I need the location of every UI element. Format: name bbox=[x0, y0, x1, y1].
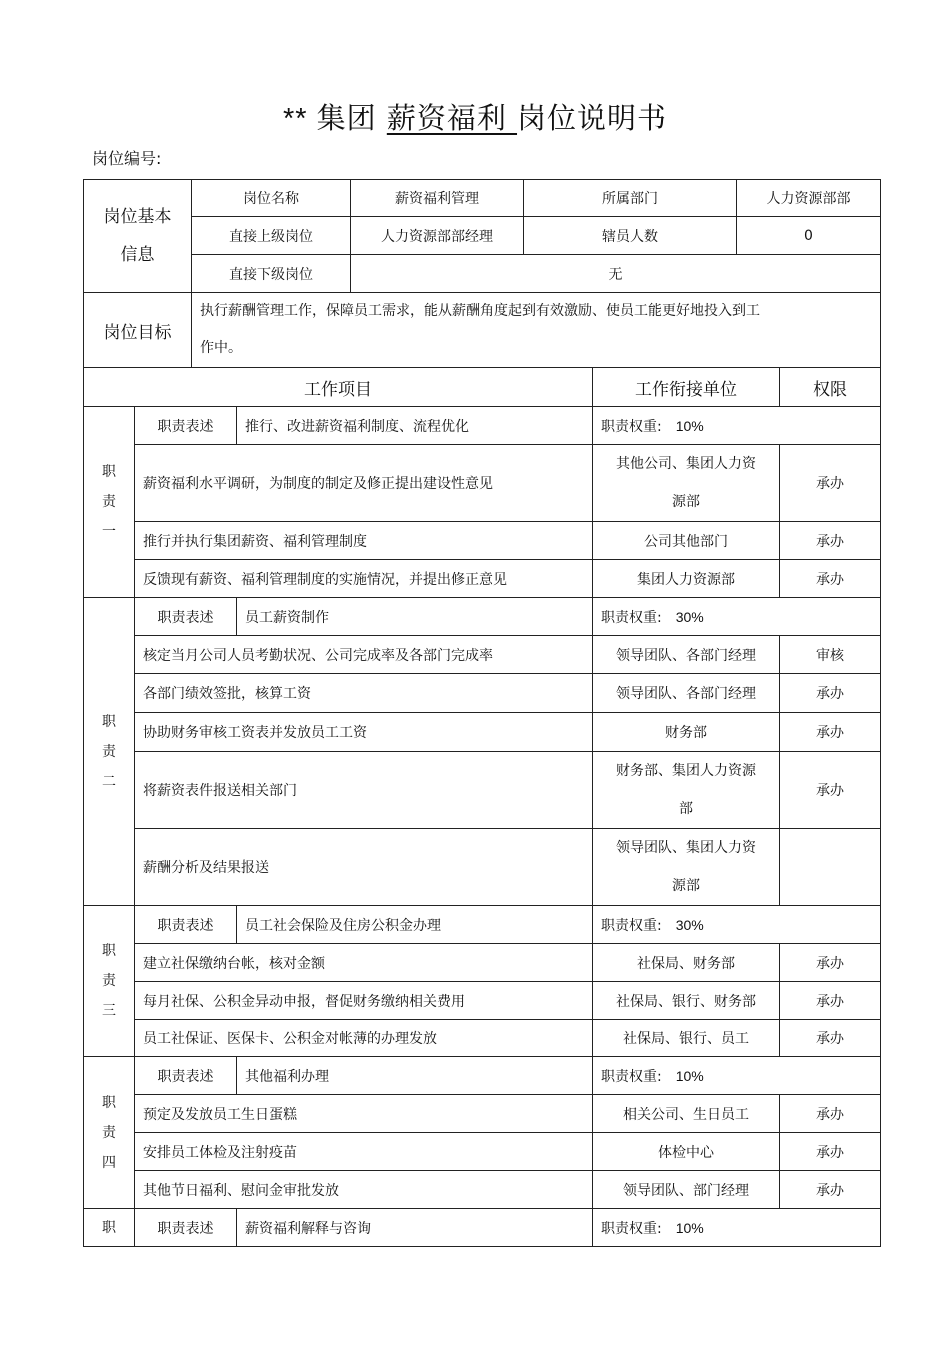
task-unit: 社保局、财务部 bbox=[593, 944, 780, 982]
duty-desc-text: 推行、改进薪资福利制度、流程优化 bbox=[237, 407, 593, 445]
duty-weight bbox=[593, 906, 881, 944]
basic-info-section-label bbox=[84, 180, 192, 293]
duty-label-char: 四 bbox=[102, 1154, 116, 1171]
task-authority: 承办 bbox=[780, 713, 881, 752]
task-row bbox=[84, 1171, 881, 1209]
task-authority: 承办 bbox=[780, 1171, 881, 1209]
task-unit: 财务部 bbox=[593, 713, 780, 752]
task-unit: 领导团队、各部门经理 bbox=[593, 636, 780, 674]
task-row bbox=[84, 944, 881, 982]
duty-label-char: 责 bbox=[102, 1124, 116, 1141]
duty-desc-row bbox=[84, 906, 881, 944]
duty-label-char: 三 bbox=[102, 1003, 116, 1019]
duty-label-char: 责 bbox=[102, 494, 116, 510]
duty-label-char: 职 bbox=[102, 464, 116, 480]
basic-label-line1: 岗位基本 bbox=[103, 207, 172, 227]
task-item: 薪酬分析及结果报送 bbox=[135, 829, 593, 906]
goal-text bbox=[192, 293, 881, 368]
task-unit-line2: 源部 bbox=[672, 878, 700, 894]
task-authority: 承办 bbox=[780, 445, 881, 522]
task-item: 其他节日福利、慰问金审批发放 bbox=[135, 1171, 593, 1209]
duty-weight-value: 10% bbox=[675, 1219, 704, 1236]
task-row bbox=[84, 829, 881, 906]
duty-label-char: 职 bbox=[102, 713, 116, 730]
task-unit bbox=[593, 829, 780, 906]
duty-weight-label: 职责权重: bbox=[601, 418, 662, 435]
task-item: 推行并执行集团薪资、福利管理制度 bbox=[135, 522, 593, 560]
task-row bbox=[84, 674, 881, 713]
task-item: 建立社保缴纳台帐，核对金额 bbox=[135, 944, 593, 982]
duty-desc-label: 职责表述 bbox=[135, 407, 237, 445]
goal-label: 岗位目标 bbox=[84, 293, 192, 368]
duty-weight-label: 职责权重: bbox=[601, 609, 662, 626]
task-unit: 体检中心 bbox=[593, 1133, 780, 1171]
task-authority: 承办 bbox=[780, 752, 881, 829]
task-unit bbox=[593, 752, 780, 829]
task-row bbox=[84, 1133, 881, 1171]
task-row bbox=[84, 982, 881, 1020]
title-position: 薪资福利 bbox=[386, 101, 518, 135]
basic-label-line2: 信息 bbox=[120, 245, 155, 265]
header-authority: 权限 bbox=[780, 368, 881, 407]
task-authority: 承办 bbox=[780, 522, 881, 560]
task-unit-line2: 源部 bbox=[672, 494, 700, 510]
duties-table bbox=[83, 367, 881, 1247]
task-row bbox=[84, 636, 881, 674]
task-authority: 承办 bbox=[780, 944, 881, 982]
duty-desc-text: 员工薪资制作 bbox=[237, 598, 593, 636]
task-item: 预定及发放员工生日蛋糕 bbox=[135, 1095, 593, 1133]
task-unit-line1: 领导团队、集团人力资 bbox=[616, 840, 756, 856]
duty-weight-value: 10% bbox=[675, 1067, 704, 1084]
duty-desc-row bbox=[84, 1057, 881, 1095]
duty-weight bbox=[593, 1209, 881, 1247]
task-authority: 审核 bbox=[780, 636, 881, 674]
task-authority: 承办 bbox=[780, 1095, 881, 1133]
task-row bbox=[84, 445, 881, 522]
task-authority: 承办 bbox=[780, 982, 881, 1020]
task-item: 各部门绩效签批，核算工资 bbox=[135, 674, 593, 713]
position-number-label: 岗位编号: bbox=[92, 149, 162, 168]
task-item: 将薪资表件报送相关部门 bbox=[135, 752, 593, 829]
department-label: 所属部门 bbox=[524, 180, 737, 217]
duty-desc-text: 薪资福利解释与咨询 bbox=[237, 1209, 593, 1247]
task-authority: 承办 bbox=[780, 674, 881, 713]
duty-weight-label: 职责权重: bbox=[601, 1068, 662, 1085]
task-item: 协助财务审核工资表并发放员工工资 bbox=[135, 713, 593, 752]
duty-label-char: 职 bbox=[102, 943, 116, 959]
position-name-value: 薪资福利管理 bbox=[351, 180, 524, 217]
header-work-item: 工作项目 bbox=[84, 368, 593, 407]
task-row bbox=[84, 752, 881, 829]
task-unit-line1: 其他公司、集团人力资 bbox=[616, 456, 756, 472]
header-unit: 工作衔接单位 bbox=[593, 368, 780, 407]
task-unit-line2: 部 bbox=[679, 801, 693, 817]
task-item: 核定当月公司人员考勤状况、公司完成率及各部门完成率 bbox=[135, 636, 593, 674]
duty-label-char: 责 bbox=[102, 743, 116, 760]
task-row bbox=[84, 522, 881, 560]
task-unit: 公司其他部门 bbox=[593, 522, 780, 560]
task-authority: 承办 bbox=[780, 560, 881, 598]
task-unit: 领导团队、部门经理 bbox=[593, 1171, 780, 1209]
task-item: 安排员工体检及注射疫苗 bbox=[135, 1133, 593, 1171]
task-row bbox=[84, 1020, 881, 1057]
goal-line1: 执行薪酬管理工作，保障员工需求，能从薪酬角度起到有效激励、使员工能更好地投入到工 bbox=[200, 303, 760, 319]
task-unit: 领导团队、各部门经理 bbox=[593, 674, 780, 713]
task-item: 每月社保、公积金异动申报，督促财务缴纳相关费用 bbox=[135, 982, 593, 1020]
duty-weight-value: 30% bbox=[675, 608, 704, 625]
document-title bbox=[0, 96, 950, 137]
duty-desc-row bbox=[84, 1209, 881, 1247]
task-unit: 相关公司、生日员工 bbox=[593, 1095, 780, 1133]
duty-label bbox=[84, 1209, 135, 1247]
superior-value: 人力资源部部经理 bbox=[351, 217, 524, 255]
duty-weight bbox=[593, 1057, 881, 1095]
duty-label bbox=[84, 1057, 135, 1209]
duty-desc-row bbox=[84, 598, 881, 636]
task-authority: 承办 bbox=[780, 1020, 881, 1057]
duty-weight-label: 职责权重: bbox=[601, 1220, 662, 1237]
task-unit: 社保局、银行、财务部 bbox=[593, 982, 780, 1020]
task-row bbox=[84, 560, 881, 598]
duty-weight-value: 10% bbox=[675, 417, 704, 434]
task-unit: 社保局、银行、员工 bbox=[593, 1020, 780, 1057]
duty-label-char: 职 bbox=[102, 1094, 116, 1111]
duty-label-char: 一 bbox=[102, 524, 116, 540]
task-row bbox=[84, 713, 881, 752]
subordinate-label: 直接下级岗位 bbox=[192, 255, 351, 293]
duty-label-char: 责 bbox=[102, 973, 116, 989]
duty-weight bbox=[593, 407, 881, 445]
task-item: 薪资福利水平调研，为制度的制定及修正提出建设性意见 bbox=[135, 445, 593, 522]
department-value: 人力资源部部 bbox=[737, 180, 881, 217]
duty-desc-row bbox=[84, 407, 881, 445]
duty-label-char: 职 bbox=[102, 1219, 116, 1236]
task-authority bbox=[780, 829, 881, 906]
task-unit bbox=[593, 445, 780, 522]
duty-desc-label: 职责表述 bbox=[135, 1057, 237, 1095]
duty-desc-label: 职责表述 bbox=[135, 598, 237, 636]
duty-label-char: 二 bbox=[102, 773, 116, 790]
position-name-label: 岗位名称 bbox=[192, 180, 351, 217]
task-unit: 集团人力资源部 bbox=[593, 560, 780, 598]
duty-desc-label: 职责表述 bbox=[135, 1209, 237, 1247]
title-suffix: 岗位说明书 bbox=[517, 101, 668, 135]
duty-label bbox=[84, 407, 135, 598]
duty-label bbox=[84, 598, 135, 906]
duty-weight-value: 30% bbox=[675, 916, 704, 933]
task-row bbox=[84, 1095, 881, 1133]
duty-weight bbox=[593, 598, 881, 636]
title-prefix: ** 集团 bbox=[282, 103, 377, 135]
task-item: 员工社保证、医保卡、公积金对帐薄的办理发放 bbox=[135, 1020, 593, 1057]
staff-count-label: 辖员人数 bbox=[524, 217, 737, 255]
duty-weight-label: 职责权重: bbox=[601, 917, 662, 934]
duty-desc-text: 员工社会保险及住房公积金办理 bbox=[237, 906, 593, 944]
duty-desc-text: 其他福利办理 bbox=[237, 1057, 593, 1095]
task-item: 反馈现有薪资、福利管理制度的实施情况，并提出修正意见 bbox=[135, 560, 593, 598]
duty-desc-label: 职责表述 bbox=[135, 906, 237, 944]
duty-label bbox=[84, 906, 135, 1057]
superior-label: 直接上级岗位 bbox=[192, 217, 351, 255]
basic-info-table bbox=[83, 179, 881, 368]
goal-line2: 作中。 bbox=[200, 340, 242, 356]
staff-count-value: 0 bbox=[737, 217, 881, 255]
subordinate-value: 无 bbox=[351, 255, 881, 293]
task-unit-line1: 财务部、集团人力资源 bbox=[616, 763, 756, 779]
task-authority: 承办 bbox=[780, 1133, 881, 1171]
